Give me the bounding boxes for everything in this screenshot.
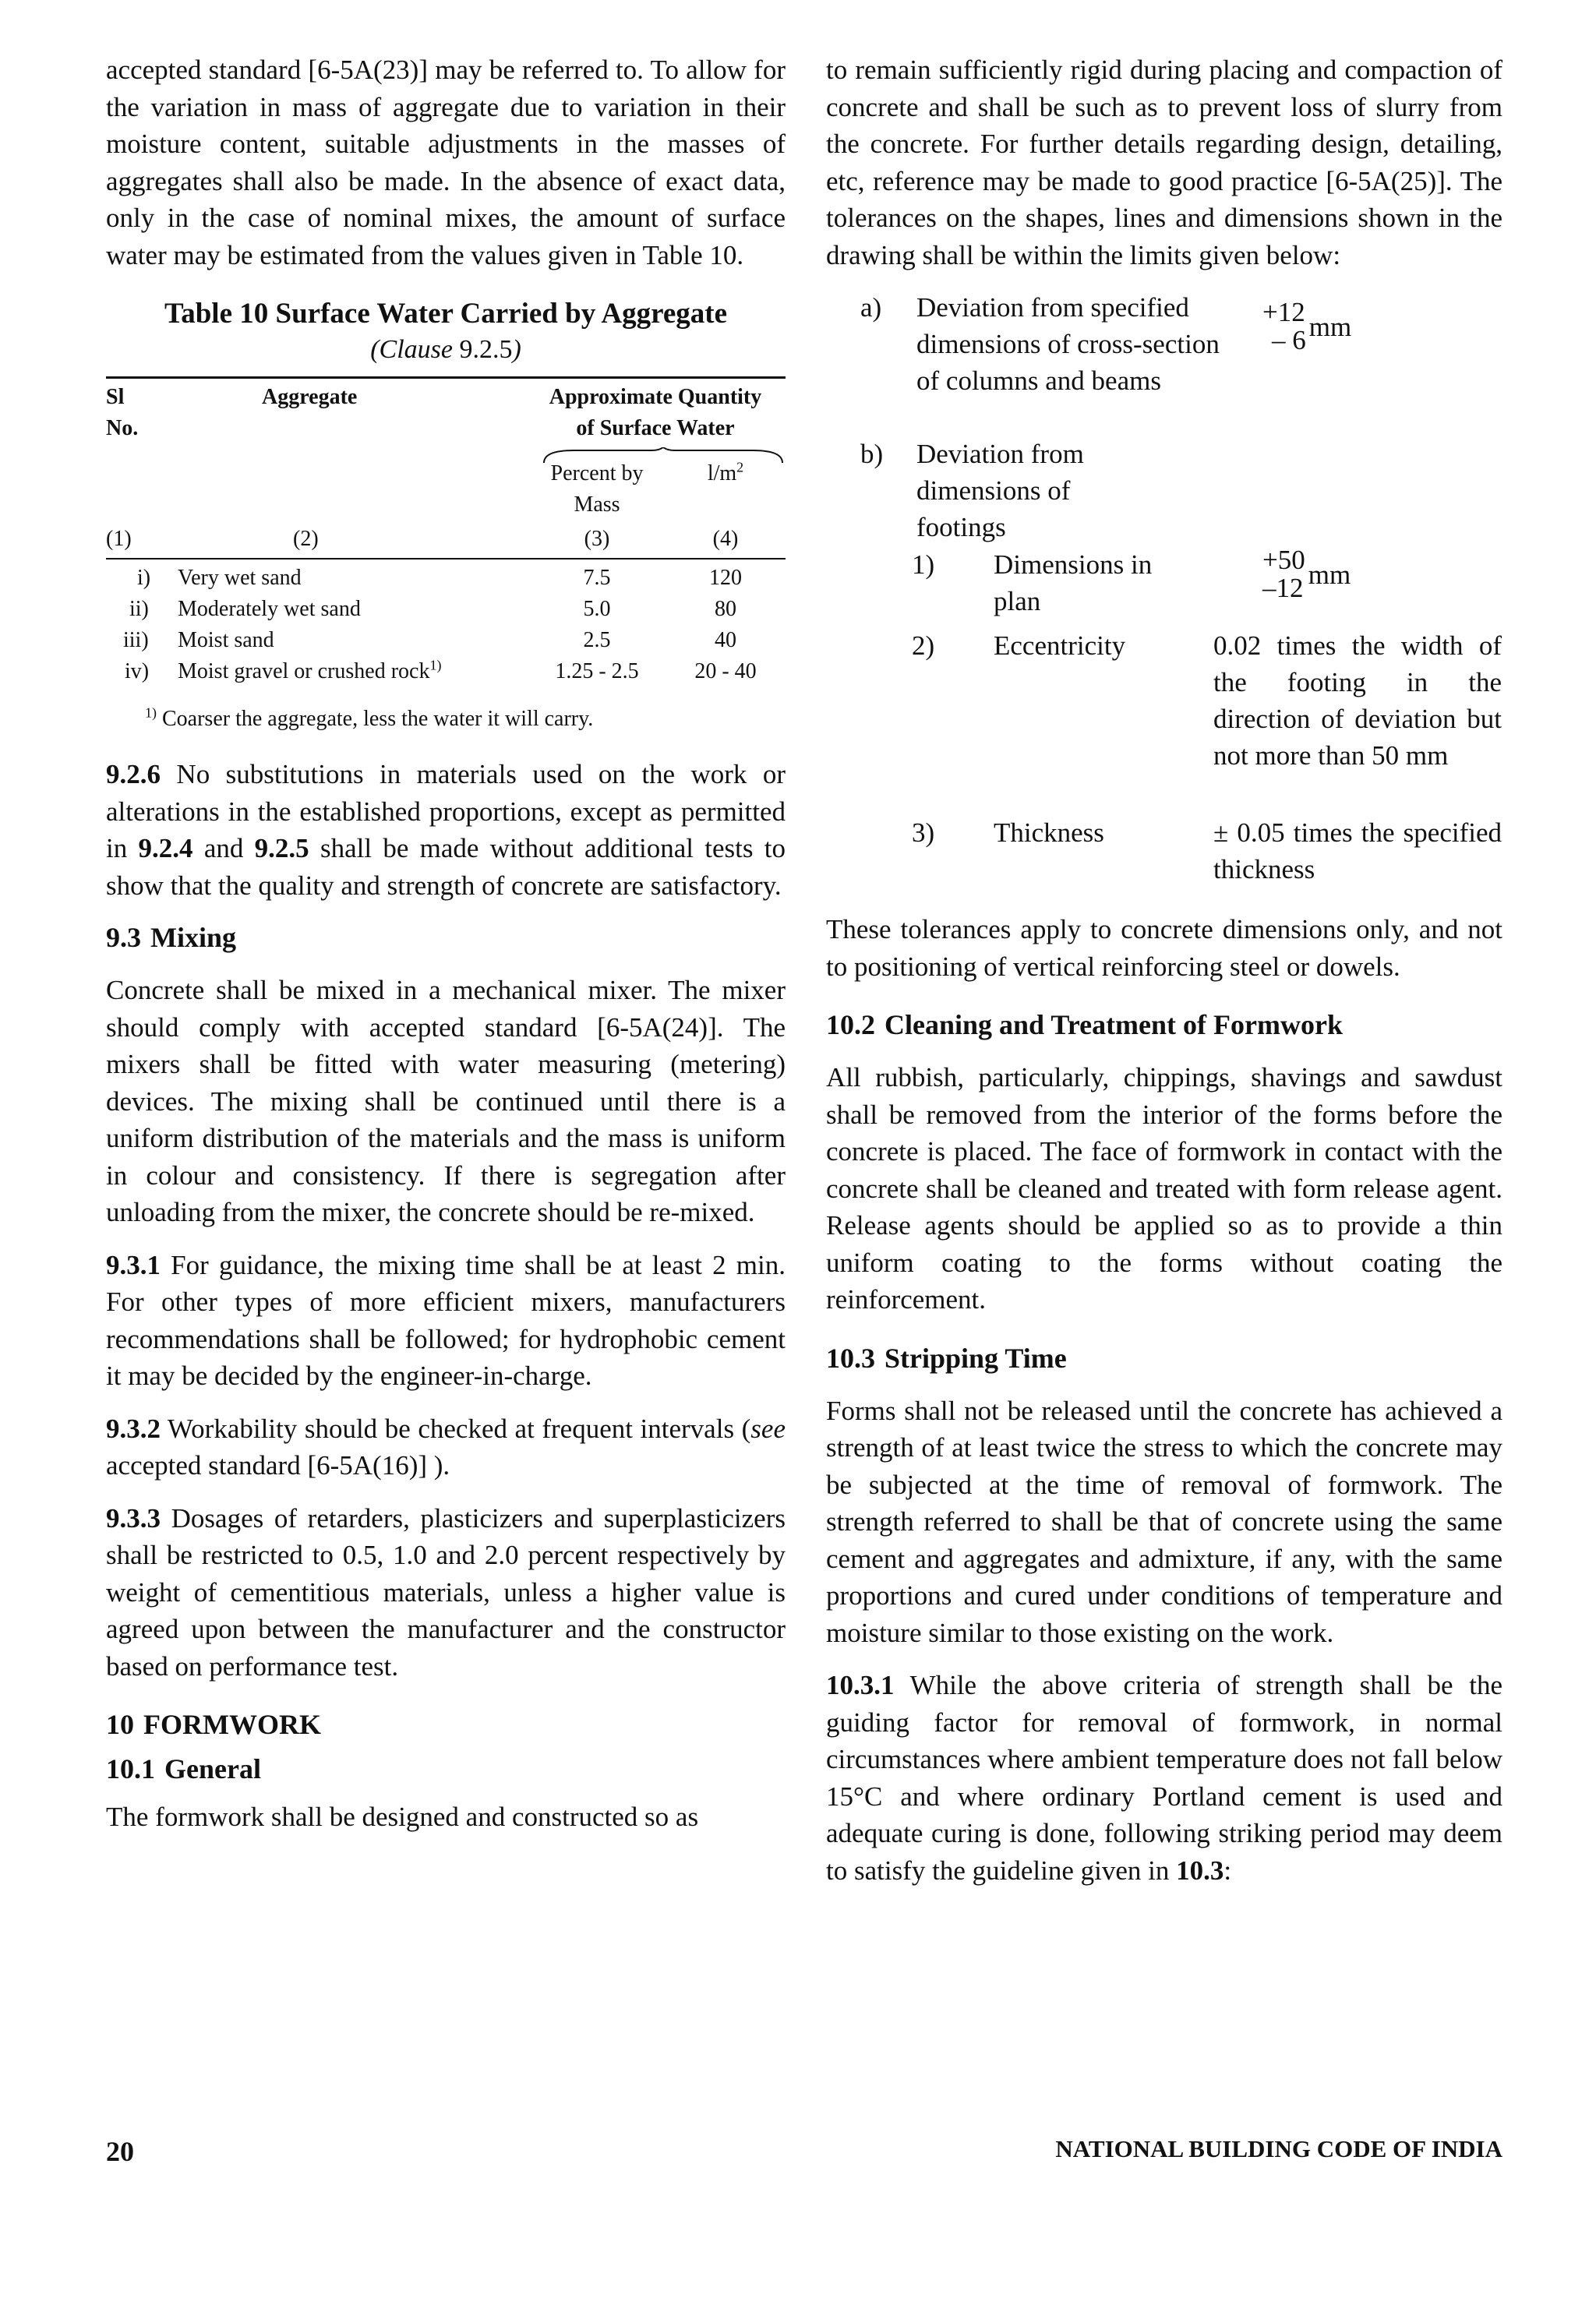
paragraph-9-3-1: 9.3.1 For guidance, the mixing time shall be at least 2 min. For other types of more efficient mixers, manufacturers recommendations shall be followed; for hydrophobic cement it may be decided by the engineer-in-charge. [106,1249,786,1391]
row-percent: 2.5 [583,628,611,652]
page-footer [106,2135,1502,2173]
header-quantity: Approximate Quantity [549,385,762,409]
table-row [106,594,786,625]
colnum-2: (2) [293,527,319,551]
header-no: No. [106,416,139,440]
header-percent: Percent by [550,461,644,485]
paragraph-continued: to remain sufficiently rigid during placing and compaction of concrete and shall be such as to prevent loss of slurry from the concrete. For further details regarding design, detailing, etc, reference may be made to good practice [6-5A(25)]. The tolerances on the shapes, lines and dimensions shown in the drawing shall be within the limits given below: [826,55,1502,270]
row-percent: 7.5 [583,566,611,590]
tolerance-value: +50 –12 mm [1262,545,1351,603]
paragraph-9-2-6: 9.2.6 No substitutions in materials used on the work or alterations in the established proportions, except as permitted in 9.2.4 and 9.2.5 shall be made without additional tests to show that the quality and strength of concrete are satisfactory. [106,759,786,901]
tolerance-item-a [826,289,1502,436]
row-percent: 5.0 [583,597,611,621]
heading-9-3: 9.3 Mixing [106,922,237,953]
tolerance-value: +12 – 6 mm [1262,297,1352,355]
row-sl: ii) [129,597,149,621]
heading-10-2: 10.2 Cleaning and Treatment of Formwork [826,1009,1343,1040]
right-column [826,51,1502,1889]
row-lm: 120 [709,566,742,590]
header-aggregate: Aggregate [262,385,358,409]
tolerance-sublabel: 3) [912,817,935,848]
paragraph-tolerances-note: These tolerances apply to concrete dimensions only, and not to positioning of vertical reinforcing steel or dowels. [826,914,1502,982]
page-number: 20 [106,2136,134,2167]
table-colnum-row [106,524,786,558]
table-row [106,625,786,656]
colnum-4: (4) [712,527,739,551]
tolerance-item-b3 [826,814,1502,900]
table-header-row-4 [106,489,786,521]
row-sl: iii) [123,628,149,652]
table-header-row-1 [106,382,786,413]
heading-10: 10 FORMWORK [106,1709,321,1740]
paragraph-9-3-2: 9.3.2 Workability should be checked at frequent intervals (see accepted standard [6-5A(16)] ). [106,1413,786,1481]
heading-10-1: 10.1 General [106,1753,261,1784]
tolerance-text: Deviation from specified dimensions of cross-section of columns and beams [916,292,1220,396]
publication-title: NATIONAL BUILDING CODE OF INDIA [1055,2135,1502,2162]
colnum-1: (1) [106,527,132,551]
paragraph-10-3-1: 10.3.1 While the above criteria of strength shall be the guiding factor for removal of formwork, in normal circumstances where ambient temperature does not fall below 15°C and where ordinary Portland cement is used and adequate curing is done, following striking period may deem to satisfy the guideline given in 10.3: [826,1670,1502,1886]
paragraph-10-3: Forms shall not be released until the concrete has achieved a strength of at least twice the stress to which the concrete may be subjected at the time of removal of formwork. The strength referred to shall be that of concrete using the same cement and aggregates and admixture, if any, with the same proportions and cured under conditions of temperature and moisture similar to those existing on the work. [826,1395,1502,1648]
paragraph-intro: accepted standard [6-5A(23)] may be referred to. To allow for the variation in mass of aggregate due to variation in their moisture content, suitable adjustments in the masses of aggregates shall also be made. In the absence of exact data, only in the case of nominal mixes, the amount of surface water may be estimated from the values given in Table 10. [106,55,786,270]
table-10 [106,376,786,734]
header-surface-water: of Surface Water [576,416,735,440]
row-lm: 20 - 40 [694,659,757,683]
tolerance-value: 0.02 times the width of the footing in the direction of deviation but not more than 50 mm [1213,630,1502,771]
tolerance-subtext: Dimensions in plan [994,549,1153,616]
row-aggregate: Moderately wet sand [178,597,361,621]
row-aggregate: Moist sand [178,628,274,652]
tolerance-value: ± 0.05 times the specified thickness [1213,817,1502,884]
tolerance-sublabel: 1) [912,549,935,580]
paragraph-10-1: The formwork shall be designed and constructed so as [106,1802,699,1832]
table-header-row-3 [106,458,786,489]
row-aggregate: Very wet sand [178,566,302,590]
table-divider [106,558,786,559]
table-row [106,656,786,687]
table-10-clause: (Clause 9.2.5) [370,335,521,364]
tolerance-subtext: Eccentricity [994,630,1126,661]
left-column [106,51,786,1836]
tolerance-item-b2 [826,627,1502,814]
row-sl: i) [137,566,151,590]
tolerance-sublabel: 2) [912,630,935,661]
heading-10-3: 10.3 Stripping Time [826,1342,1067,1374]
paragraph-9-3-3: 9.3.3 Dosages of retarders, plasticizers and superplasticizers shall be restricted to 0.5, 1.0 and 2.0 percent respectively by weight of cementitious materials, unless a higher value is agreed upon between the manufacturer and the constructor based on performance test. [106,1502,786,1682]
row-lm: 80 [715,597,736,621]
row-lm: 40 [715,628,736,652]
table-header-row-2 [106,413,786,444]
header-lm: $l/m^2$ [707,459,744,485]
table-10-caption: Table 10 Surface Water Carried by Aggregate [164,298,728,330]
row-aggregate: Moist gravel or crushed rock$^{1)}$ [178,657,442,683]
tolerance-text: Deviation from dimensions of footings [916,439,1084,542]
tolerance-label: a) [860,292,882,323]
row-percent: 1.25 - 2.5 [555,659,639,683]
colnum-3: (3) [584,527,610,551]
table-row [106,563,786,594]
tolerance-label: b) [860,439,884,469]
header-mass: Mass [574,492,620,517]
paragraph-10-2: All rubbish, particularly, chippings, shavings and sawdust shall be removed from the interior of the forms before the concrete is placed. The face of formwork in contact with the concrete shall be cleaned and treated with form release agent. Release agents should be applied so as to provide a thin uniform coating to the forms without coating the reinforcement. [826,1062,1502,1315]
header-sl: Sl [106,385,125,409]
tolerance-subtext: Thickness [994,817,1104,848]
tolerance-item-b1 [826,546,1502,627]
row-sl: iv) [125,659,150,683]
tolerance-item-b [826,436,1502,546]
table-footnote: $^{1)}$ Coarser the aggregate, less the water it will carry. [145,704,594,731]
paragraph-9-3: Concrete shall be mixed in a mechanical mixer. The mixer should comply with accepted standard [6-5A(24)]. The mixers shall be fitted with water measuring (metering) devices. The mixing shall be continued until there is a uniform distribution of the materials and the mass is uniform in colour and consistency. If there is segregation after unloading from the mixer, the concrete should be re-mixed. [106,975,786,1227]
